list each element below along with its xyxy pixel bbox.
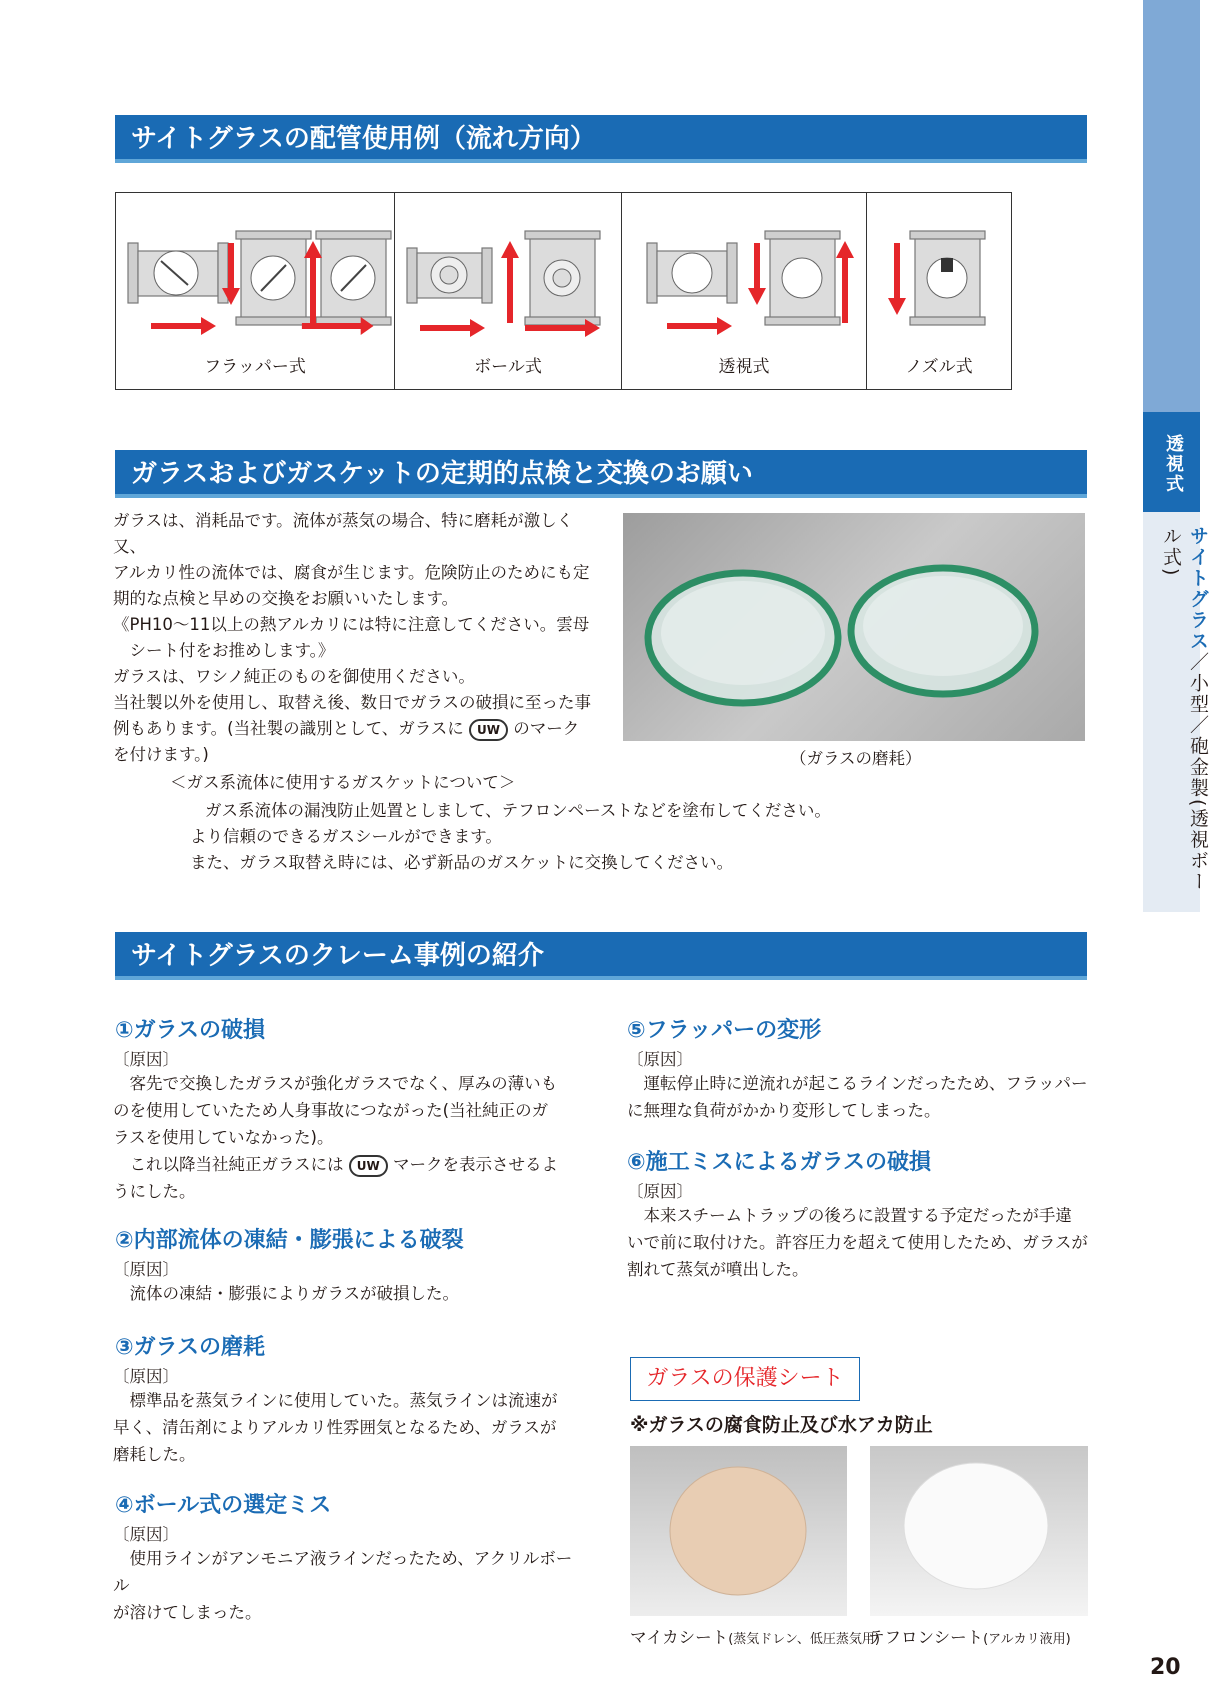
diagram-label: フラッパー式: [204, 357, 306, 377]
claim-heading: ⑤フラッパーの変形: [627, 1018, 822, 1043]
paragraph-line: 《PH10〜11以上の熱アルカリには特に注意してください。雲母: [113, 615, 590, 634]
claim-body: [627, 1202, 1097, 1283]
diagram-ball: [394, 192, 622, 390]
mica-sheet-caption: [630, 1624, 880, 1648]
claim-line: 本来スチームトラップの後ろに設置する予定だったが手違: [627, 1206, 1072, 1225]
teflon-sheet-caption: [868, 1624, 1071, 1648]
page-number: 20: [1150, 1655, 1181, 1680]
sheet-name: テフロンシート: [868, 1628, 984, 1647]
claim-line: 客先で交換したガラスが強化ガラスでなく、厚みの薄いも: [113, 1074, 558, 1093]
diagram-flapper: [115, 192, 395, 390]
ball-diagram-icon: [395, 213, 621, 363]
claim-line: いで前に取付けた。許容圧力を超えて使用したため、ガラスが: [627, 1233, 1088, 1252]
side-section-title: [1158, 526, 1212, 912]
claim-line: [113, 1151, 583, 1178]
paragraph-line-text: 例もあります。(当社製の識別として、ガラスに: [113, 719, 464, 738]
side-section-title-rest: ／小型／砲金製(透視ボール式): [1160, 526, 1209, 893]
paragraph-line: [113, 716, 603, 742]
cause-label: 〔原因〕: [113, 1050, 179, 1069]
claim-line: 使用ラインがアンモニア液ラインだったため、アクリルボール: [113, 1549, 573, 1595]
gasket-line: より信頼のできるガスシールができます。: [190, 827, 502, 846]
side-top-band: [1143, 0, 1200, 412]
inspection-paragraph: [113, 508, 603, 768]
claim-body: [113, 1280, 583, 1307]
claim-heading: ④ボール式の選定ミス: [115, 1493, 332, 1518]
diagram-nozzle: [866, 192, 1012, 390]
claim-body: [113, 1545, 583, 1626]
claim-line: 運転停止時に逆流れが起こるラインだったため、フラッパー: [627, 1074, 1088, 1093]
claim-heading: ②内部流体の凍結・膨張による破裂: [115, 1228, 464, 1253]
paragraph-line: シート付をお推めします。》: [113, 641, 335, 660]
side-tab-active[interactable]: [1143, 412, 1200, 512]
gasket-line: ガス系流体の漏洩防止処置としまして、テフロンペーストなどを塗布してください。: [205, 801, 831, 820]
paragraph-line: を付けます。): [113, 745, 209, 764]
claim-body: [113, 1387, 583, 1468]
nozzle-diagram-icon: [867, 213, 1011, 363]
paragraph-line: 当社製以外を使用し、取替え後、数日でガラスの破損に至った事: [113, 693, 592, 712]
uw-mark-icon: UW: [349, 1155, 388, 1177]
uw-mark-icon: UW: [469, 719, 508, 741]
claim-heading: ③ガラスの磨耗: [115, 1335, 265, 1360]
flapper-diagram-icon: [116, 213, 394, 363]
claim-heading: ⑥施工ミスによるガラスの破損: [627, 1150, 931, 1175]
claim-heading: ①ガラスの破損: [115, 1018, 265, 1043]
protect-sheet-note: ※ガラスの腐食防止及び水アカ防止: [630, 1414, 933, 1436]
diagram-label: ボール式: [474, 357, 542, 377]
cause-label: 〔原因〕: [113, 1367, 179, 1386]
claim-line: に無理な負荷がかかり変形してしまった。: [627, 1101, 941, 1120]
claim-line: 標準品を蒸気ラインに使用していた。蒸気ラインは流速が: [113, 1391, 558, 1410]
section-title-inspection: ガラスおよびガスケットの定期的点検と交換のお願い: [115, 450, 1087, 498]
cause-label: 〔原因〕: [113, 1525, 179, 1544]
mica-sheet-photo: [630, 1446, 847, 1616]
section-title-piping: サイトグラスの配管使用例（流れ方向）: [115, 115, 1087, 163]
glass-discs-icon: [623, 513, 1085, 741]
photo-caption: （ガラスの磨耗）: [790, 749, 922, 768]
gasket-line: また、ガラス取替え時には、必ず新品のガスケットに交換してください。: [190, 853, 734, 872]
mark-suffix: のマーク: [513, 719, 580, 738]
claim-body: [627, 1070, 1097, 1124]
protect-sheet-title: ガラスの保護シート: [630, 1357, 860, 1401]
claim-line: 割れて蒸気が噴出した。: [627, 1260, 809, 1279]
cause-label: 〔原因〕: [627, 1050, 693, 1069]
paragraph-line: ガラスは、消耗品です。流体が蒸気の場合、特に磨耗が激しく又、: [113, 511, 574, 556]
claim-line: のを使用していたため人身事故につながった(当社純正のガ: [113, 1101, 549, 1120]
claim-line: が溶けてしまった。: [113, 1603, 262, 1622]
claim-line-text: マークを表示させるよ: [393, 1155, 558, 1174]
side-section-title-bold: サイトグラス: [1187, 526, 1209, 652]
paragraph-line: 期的な点検と早めの交換をお願いいたします。: [113, 589, 459, 608]
diagram-label: ノズル式: [905, 357, 973, 377]
cause-label: 〔原因〕: [113, 1260, 179, 1279]
mica-disc-icon: [630, 1446, 847, 1616]
section-title-claims: サイトグラスのクレーム事例の紹介: [115, 932, 1087, 980]
sheet-detail: (アルカリ液用): [983, 1632, 1071, 1647]
cause-label: 〔原因〕: [627, 1182, 693, 1201]
sheet-name: マイカシート: [630, 1628, 729, 1647]
gasket-heading: ＜ガス系流体に使用するガスケットについて＞: [170, 773, 516, 792]
claim-body: [113, 1070, 583, 1205]
side-tab-label: 透視式: [1163, 434, 1184, 494]
claim-line: うにした。: [113, 1182, 196, 1201]
claim-line: ラスを使用していなかった)。: [113, 1128, 334, 1147]
paragraph-line: アルカリ性の流体では、腐食が生じます。危険防止のためにも定: [113, 563, 590, 582]
diagram-transparent: [621, 192, 867, 390]
transparent-diagram-icon: [622, 213, 866, 363]
teflon-disc-icon: [870, 1446, 1088, 1616]
side-main-band: [1143, 512, 1209, 912]
claim-line: 早く、清缶剤によりアルカリ性雰囲気となるため、ガラスが: [113, 1418, 557, 1437]
teflon-sheet-photo: [870, 1446, 1088, 1616]
claim-line: 磨耗した。: [113, 1445, 196, 1464]
claim-line-text: これ以降当社純正ガラスには: [113, 1155, 344, 1174]
worn-glass-photo: [623, 513, 1085, 741]
sheet-detail: (蒸気ドレン、低圧蒸気用): [728, 1632, 880, 1647]
claim-line: 流体の凍結・膨張によりガラスが破損した。: [113, 1284, 460, 1303]
paragraph-line: ガラスは、ワシノ純正のものを御使用ください。: [113, 667, 475, 686]
diagram-label: 透視式: [718, 357, 770, 377]
